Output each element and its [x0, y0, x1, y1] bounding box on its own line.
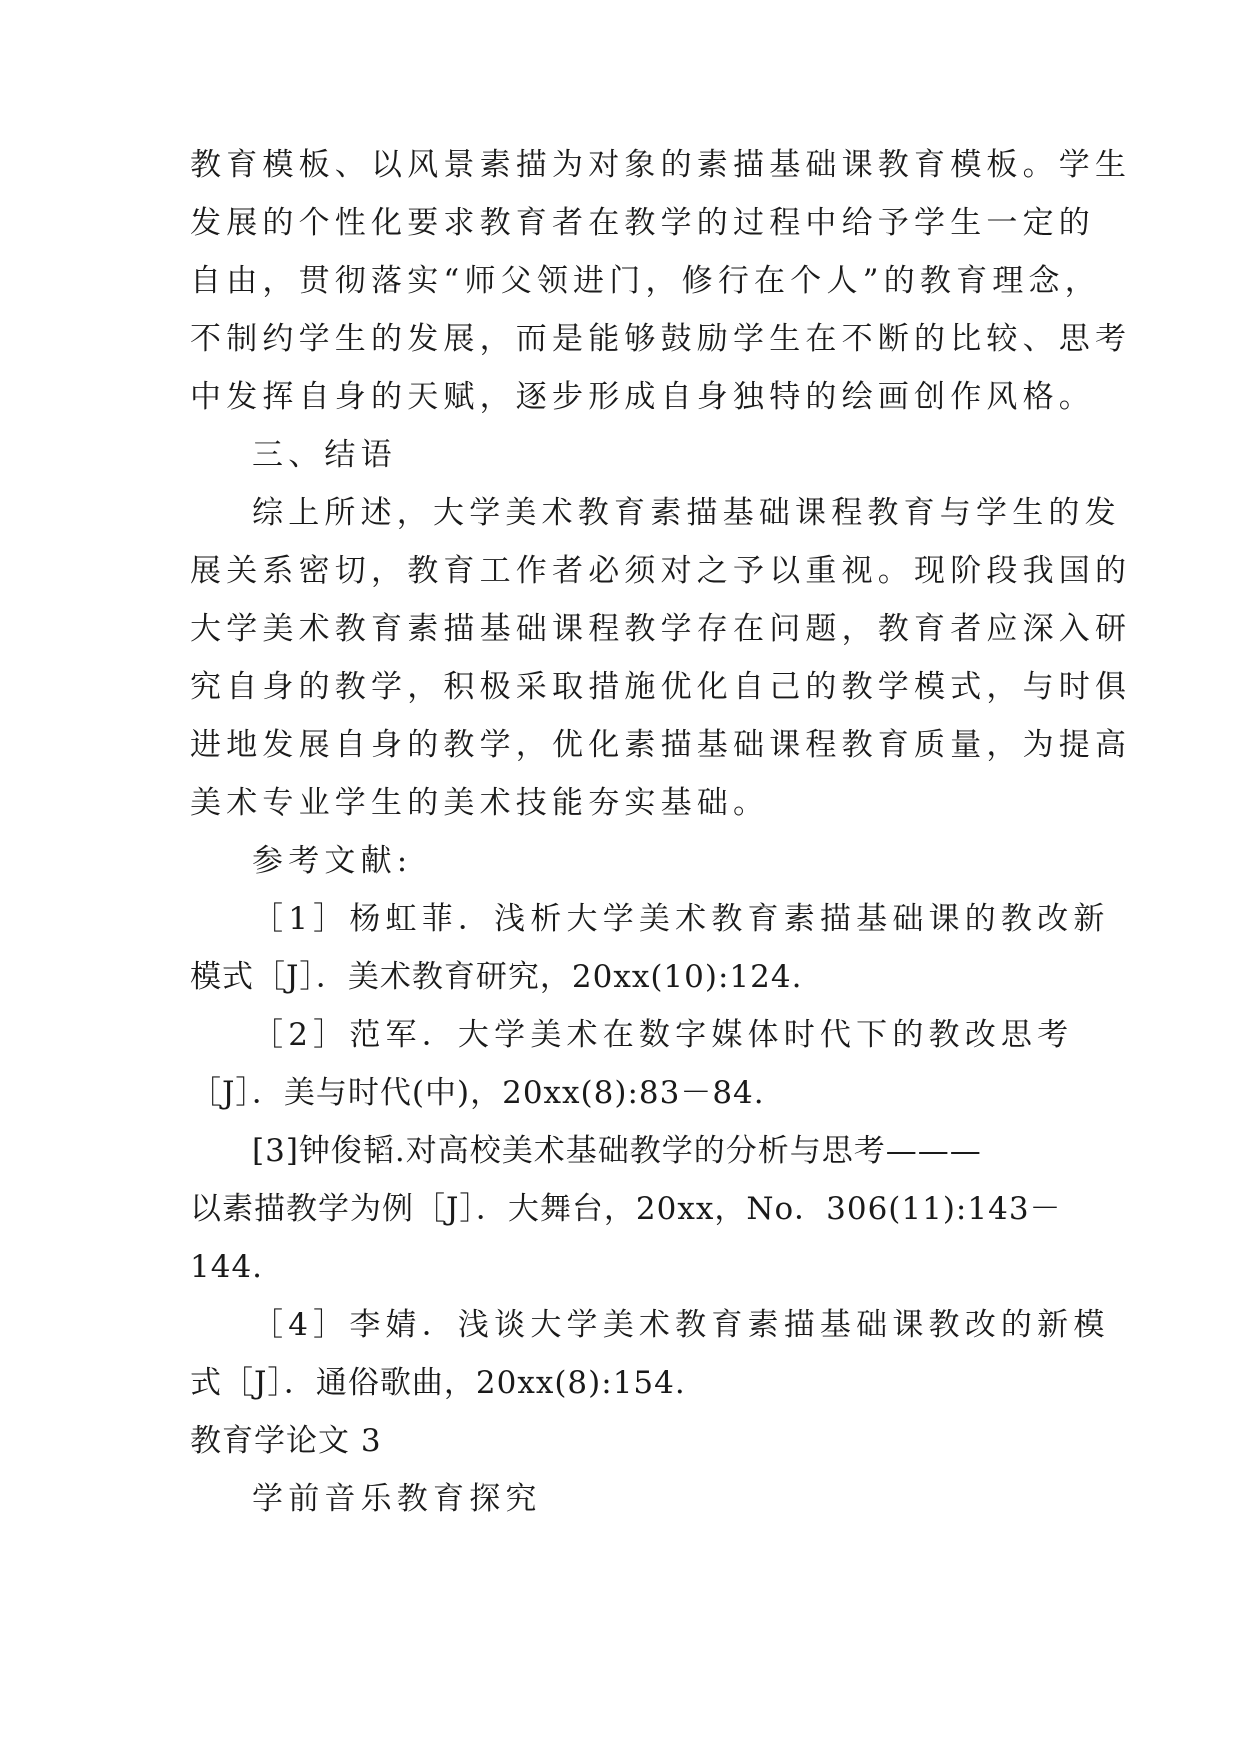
body-paragraph-line: 自由，贯彻落实“师父领进门，修行在个人”的教育理念，: [190, 263, 1101, 299]
body-paragraph-line: 中发挥自身的天赋，逐步形成自身独特的绘画创作风格。: [190, 379, 1095, 415]
section-heading-conclusion: 三、结语: [252, 437, 397, 473]
conclusion-paragraph-line: 展关系密切，教育工作者必须对之予以重视。现阶段我国的: [190, 553, 1132, 589]
conclusion-paragraph-line: 综上所述，大学美术教育素描基础课程教育与学生的发: [252, 495, 1121, 531]
references-heading: 参考文献:: [252, 843, 413, 879]
conclusion-paragraph-line: 究自身的教学，积极采取措施优化自己的教学模式，与时俱: [190, 669, 1132, 705]
article-subtitle: 学前音乐教育探究: [252, 1481, 542, 1517]
reference-item-4: ［4］李婧．浅谈大学美术教育素描基础课教改的新模: [252, 1307, 1110, 1343]
reference-item-2-cont: ［J］．美与时代(中)，20xx(8):83－84.: [190, 1075, 765, 1111]
reference-item-1: ［1］杨虹菲．浅析大学美术教育素描基础课的教改新: [252, 901, 1110, 937]
body-paragraph-line: 教育模板、以风景素描为对象的素描基础课教育模板。学生: [190, 147, 1132, 183]
body-paragraph-line: 不制约学生的发展，而是能够鼓励学生在不断的比较、思考: [190, 321, 1132, 357]
body-paragraph-line: 发展的个性化要求教育者在教学的过程中给予学生一定的: [190, 205, 1095, 241]
reference-item-2: ［2］范军．大学美术在数字媒体时代下的教改思考: [252, 1017, 1074, 1053]
reference-item-1-cont: 模式［J］．美术教育研究，20xx(10):124.: [190, 959, 803, 995]
reference-item-3: [3]钟俊韬.对高校美术基础教学的分析与思考———: [252, 1133, 982, 1169]
conclusion-paragraph-line: 大学美术教育素描基础课程教学存在问题，教育者应深入研: [190, 611, 1132, 647]
conclusion-paragraph-line: 美术专业学生的美术技能夯实基础。: [190, 785, 770, 821]
reference-item-3-cont: 144.: [190, 1249, 264, 1285]
conclusion-paragraph-line: 进地发展自身的教学，优化素描基础课程教育质量，为提高: [190, 727, 1132, 763]
article-title: 教育学论文 3: [190, 1423, 382, 1459]
reference-item-3-cont: 以素描教学为例［J］．大舞台，20xx，No．306(11):143－: [190, 1191, 1062, 1227]
reference-item-4-cont: 式［J］．通俗歌曲，20xx(8):154.: [190, 1365, 686, 1401]
